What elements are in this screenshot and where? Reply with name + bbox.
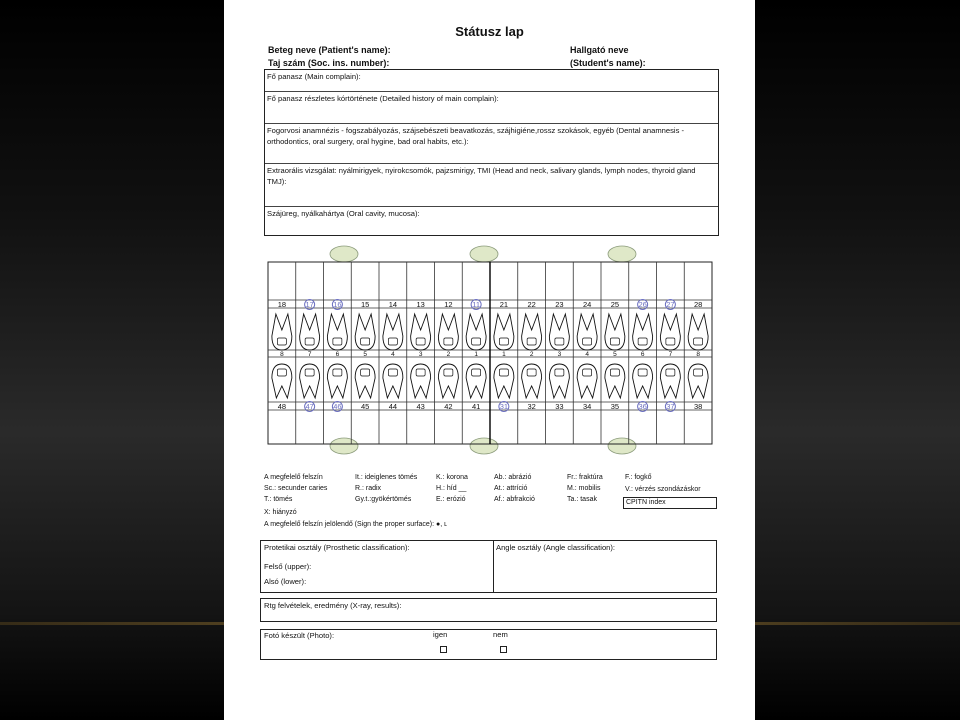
surface-note-text: A megfelelő felszín jelölendő (Sign the proper surface): xyxy=(264,521,435,528)
lower-tooth-number: 42 xyxy=(444,402,453,411)
tooth-icon xyxy=(272,314,292,350)
legend-col5-item2: M.: mobilis xyxy=(567,485,601,492)
tooth-icon xyxy=(494,314,514,350)
tooth-icon xyxy=(327,314,347,350)
upper-tooth-number: 16 xyxy=(333,300,342,309)
tooth-icon xyxy=(660,314,680,350)
deciduous-tooth-number: 6 xyxy=(640,351,645,358)
deciduous-tooth-number: 7 xyxy=(307,351,312,358)
deciduous-tooth-number: 7 xyxy=(668,351,673,358)
student-name-label-en: (Student's name): xyxy=(570,58,646,68)
oral-cavity-field[interactable] xyxy=(265,207,718,235)
legend-col4-item1: Ab.: abrázió xyxy=(494,474,532,481)
lower-tooth-number: 37 xyxy=(666,402,675,411)
lower-tooth-number: 43 xyxy=(416,402,425,411)
dental-anamnesis-field[interactable] xyxy=(265,124,718,164)
tooth-icon xyxy=(438,314,458,350)
tooth-icon xyxy=(577,314,597,350)
main-complaint-field[interactable] xyxy=(265,70,718,92)
tooth-icon xyxy=(549,314,569,350)
lower-tooth-number: 47 xyxy=(305,402,314,411)
upper-tooth-number: 21 xyxy=(499,300,509,309)
legend-col4-item2: At.: attríció xyxy=(494,485,528,492)
upper-oval xyxy=(470,246,498,262)
status-form-page xyxy=(224,0,755,720)
legend-col1-item4: X: hiányzó xyxy=(264,509,297,516)
lower-oval xyxy=(608,438,636,454)
tooth-icon xyxy=(355,314,375,350)
surface-symbols: ●, ʟ xyxy=(436,521,447,528)
tooth-icon xyxy=(633,364,653,398)
upper-tooth-number: 28 xyxy=(693,300,703,309)
lower-tooth-number: 46 xyxy=(333,402,342,411)
lower-oval xyxy=(330,438,358,454)
extraoral-exam-field[interactable] xyxy=(265,164,718,207)
detailed-history-label: Fő panasz részletes kórtörténete (Detailed history of main complain): xyxy=(267,94,499,103)
deciduous-tooth-number: 5 xyxy=(613,351,617,358)
tooth-icon xyxy=(466,364,486,398)
extraoral-exam-label: Extraorális vizsgálat: nyálmirigyek, nyirokcsomók, pajzsmirigy, TMI (Head and neck, salivary glands, lymph nodes, thyroid gland TMJ): xyxy=(267,166,696,186)
deciduous-tooth-number: 3 xyxy=(557,351,562,358)
lower-oval xyxy=(470,438,498,454)
legend-col6-item1: F.: fogkő xyxy=(625,474,652,481)
legend-col1-item3: T.: tömés xyxy=(264,496,293,503)
upper-tooth-number: 15 xyxy=(360,300,370,309)
tooth-icon xyxy=(383,364,403,398)
deciduous-tooth-number: 1 xyxy=(502,351,506,358)
upper-oval xyxy=(608,246,636,262)
upper-tooth-number: 24 xyxy=(582,300,592,309)
upper-tooth-number: 11 xyxy=(472,300,481,309)
legend-col1-item2: Sc.: secunder caries xyxy=(264,485,328,492)
prosthetic-divider xyxy=(493,541,494,592)
lower-tooth-number: 36 xyxy=(638,402,647,411)
legend-col5-item1: Fr.: fraktúra xyxy=(567,474,603,481)
lower-tooth-number: 38 xyxy=(693,402,703,411)
surface-note xyxy=(264,520,447,530)
upper-tooth-number: 12 xyxy=(444,300,453,309)
tooth-icon xyxy=(383,314,403,350)
legend-col2-item1: It.: ideiglenes tömés xyxy=(355,474,418,481)
tooth-icon xyxy=(411,364,431,398)
upper-label[interactable]: Felső (upper): xyxy=(264,562,312,571)
tooth-icon xyxy=(522,364,542,398)
tooth-icon xyxy=(300,364,320,398)
prosthetic-title: Protetikai osztály (Prosthetic classification): xyxy=(264,543,410,552)
oral-cavity-label: Szájüreg, nyálkahártya (Oral cavity, mucosa): xyxy=(267,209,420,218)
legend-col3-item1: K.: korona xyxy=(436,474,468,481)
tooth-icon xyxy=(522,314,542,350)
form-title: Státusz lap xyxy=(455,24,524,39)
upper-tooth-number: 17 xyxy=(305,300,314,309)
lower-tooth-number: 41 xyxy=(471,402,481,411)
upper-oval xyxy=(330,246,358,262)
tooth-icon xyxy=(549,364,569,398)
photo-yes-label: igen xyxy=(433,630,448,639)
lower-tooth-number: 31 xyxy=(499,402,509,411)
tooth-icon xyxy=(300,314,320,350)
lower-tooth-number: 35 xyxy=(610,402,620,411)
tooth-icon xyxy=(411,314,431,350)
dental-chart xyxy=(260,240,720,458)
upper-tooth-number: 18 xyxy=(277,300,287,309)
lower-tooth-number: 34 xyxy=(582,402,592,411)
tooth-icon xyxy=(355,364,375,398)
detailed-history-field[interactable] xyxy=(265,92,718,124)
xray-label: Rtg felvételek, eredmény (X-ray, results): xyxy=(264,601,402,610)
tooth-icon xyxy=(660,364,680,398)
tooth-icon xyxy=(272,364,292,398)
lower-tooth-number: 45 xyxy=(360,402,370,411)
legend-col2-item3: Gy.t.:gyökértömés xyxy=(355,496,412,503)
soc-ins-number-label: Taj szám (Soc. ins. number): xyxy=(268,58,390,68)
tooth-icon xyxy=(577,364,597,398)
deciduous-tooth-number: 3 xyxy=(418,351,423,358)
deciduous-tooth-number: 2 xyxy=(446,351,451,358)
upper-tooth-number: 26 xyxy=(638,300,647,309)
cpitn-index-field[interactable]: CPITN index xyxy=(623,497,717,509)
legend-col2-item2: R.: radix xyxy=(355,485,382,492)
deciduous-tooth-number: 8 xyxy=(280,351,284,358)
tooth-icon xyxy=(633,314,653,350)
tooth-icon xyxy=(688,314,708,350)
deciduous-tooth-number: 5 xyxy=(363,351,367,358)
legend-col4-item3: Af.: abfrakció xyxy=(494,496,535,503)
photo-yes-checkbox[interactable] xyxy=(440,646,447,653)
student-name-label: Hallgató neve xyxy=(570,45,629,55)
lower-tooth-number: 44 xyxy=(388,402,398,411)
upper-tooth-number: 14 xyxy=(388,300,398,309)
photo-label: Fotó készült (Photo): xyxy=(264,631,335,640)
deciduous-tooth-number: 2 xyxy=(529,351,534,358)
tooth-icon xyxy=(438,364,458,398)
photo-no-label: nem xyxy=(493,630,508,639)
tooth-icon xyxy=(494,364,514,398)
upper-tooth-number: 22 xyxy=(527,300,536,309)
legend-col1-item1: A megfelelő felszín xyxy=(264,474,323,481)
tooth-icon xyxy=(605,314,625,350)
legend-col3-item3: E.: erózió xyxy=(436,496,466,503)
tooth-icon xyxy=(605,364,625,398)
patient-name-label: Beteg neve (Patient's name): xyxy=(268,45,391,55)
tooth-icon xyxy=(466,314,486,350)
deciduous-tooth-number: 4 xyxy=(585,351,589,358)
deciduous-tooth-number: 8 xyxy=(696,351,700,358)
main-complaint-label: Fő panasz (Main complain): xyxy=(267,72,361,81)
upper-tooth-number: 13 xyxy=(416,300,425,309)
lower-tooth-number: 32 xyxy=(527,402,536,411)
dental-anamnesis-label: Fogorvosi anamnézis - fogszabályozás, szájsebészeti beavatkozás, szájhigiéne,rossz szokások, egyéb (Dental anamnesis - orthodontics, oral surgery, oral hygine, bad oral habits, etc.): xyxy=(267,126,685,146)
lower-tooth-number: 33 xyxy=(555,402,564,411)
upper-tooth-number: 25 xyxy=(610,300,620,309)
tooth-icon xyxy=(688,364,708,398)
lower-label[interactable]: Alsó (lower): xyxy=(264,577,307,586)
legend-col3-item2: H.: híd __ xyxy=(436,485,467,492)
deciduous-tooth-number: 1 xyxy=(474,351,478,358)
photo-no-checkbox[interactable] xyxy=(500,646,507,653)
history-box xyxy=(264,69,719,236)
legend-col6-item2: V.: vérzés szondázáskor xyxy=(625,486,701,493)
lower-tooth-number: 48 xyxy=(277,402,287,411)
legend-col5-item3: Ta.: tasak xyxy=(567,496,597,503)
deciduous-tooth-number: 6 xyxy=(335,351,340,358)
upper-tooth-number: 27 xyxy=(666,300,675,309)
deciduous-tooth-number: 4 xyxy=(391,351,395,358)
upper-tooth-number: 23 xyxy=(555,300,564,309)
tooth-icon xyxy=(327,364,347,398)
angle-class-label[interactable]: Angle osztály (Angle classification): xyxy=(496,543,616,552)
